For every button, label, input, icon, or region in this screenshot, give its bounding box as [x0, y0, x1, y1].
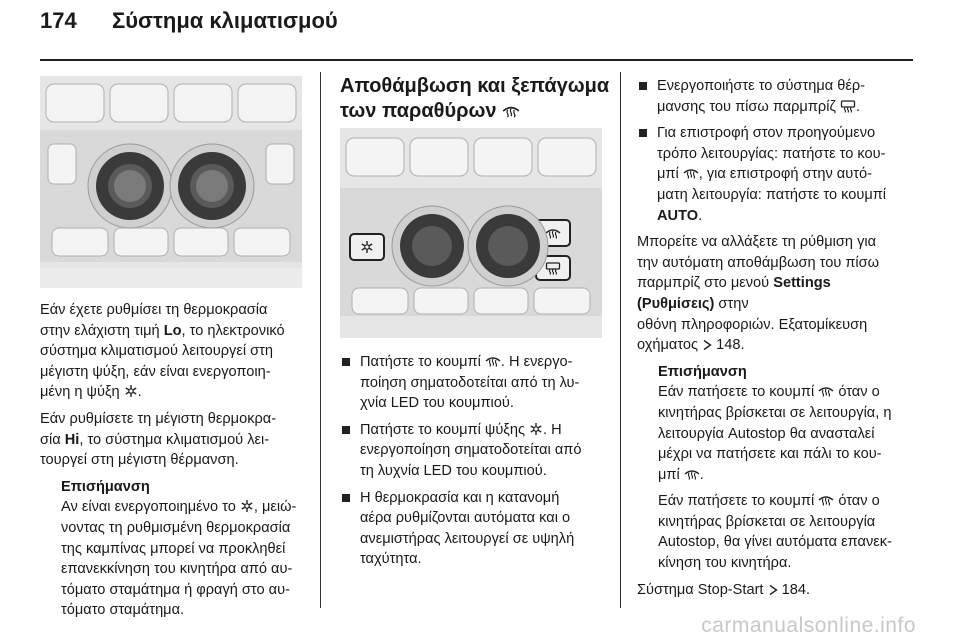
note-title: Επισήμανση	[61, 478, 150, 495]
windscreen-defrost-icon	[818, 384, 834, 398]
climate-panel-photo	[40, 76, 302, 288]
windscreen-defrost-icon	[818, 493, 834, 507]
reference-arrow-icon	[702, 339, 712, 351]
snowflake-icon	[529, 422, 543, 436]
page-title: Σύστημα κλιματισμού	[112, 8, 338, 33]
paragraph-settings: Μπορείτε να αλλάξετε τη ρύθμιση για την αυτόματη αποθάμβωση του πίσω παρμπρίζ στο μενού Settings (Ρυθμίσεις) στην οθόνη πληροφοριών. Εξατομίκευση οχήματος 148.	[637, 234, 880, 354]
windscreen-defrost-icon	[485, 354, 501, 368]
header-rule	[40, 59, 913, 61]
windscreen-defrost-icon	[683, 166, 699, 180]
list-item: Πατήστε το κουμπί ψύξης . Η ενεργοποίηση σηματοδοτείται από τη λυχνία LED του κουμπιού.	[340, 420, 612, 482]
left-column	[40, 300, 310, 627]
paragraph-stop-start: Σύστημα Stop-Start 184.	[637, 581, 811, 598]
right-column	[637, 76, 909, 606]
defrost-panel-photo	[340, 128, 602, 338]
column-divider-1	[320, 72, 321, 608]
windscreen-defrost-icon	[684, 467, 700, 481]
list-item: Πατήστε το κουμπί . Η ενεργο- ποίηση σηματοδοτείται από τη λυ- χνία LED του κουμπιού.	[340, 352, 612, 414]
page-number: 174	[40, 8, 77, 33]
note-left: Επισήμανση Αν είναι ενεργοποιημένο το , μειώ- νοντας τη ρυθμισμένη θερμοκρασία της καμπίνας μπορεί να προκληθεί επανεκκίνηση του κινητήρα από αυ- τόματο σταμάτημα ή φραγή στο αυ- τόματο σταμάτημα.	[40, 477, 310, 621]
section-heading: Αποθάμβωση και ξεπάγωμα των παραθύρων	[340, 75, 610, 122]
reference-arrow-icon	[768, 584, 778, 596]
snowflake-icon	[240, 499, 254, 513]
list-item: Για επιστροφή στον προηγούμενο τρόπο λειτουργίας: πατήστε το κου- μπί , για επιστροφή στην αυτό- ματη λειτουργία: πατήστε το κουμπί AUTO.	[637, 123, 909, 226]
note-title: Επισήμανση	[658, 363, 747, 380]
note-right: Επισήμανση Εάν πατήσετε το κουμπί όταν ο κινητήρας βρίσκεται σε λειτουργία, η λειτουργία Autostop θα ανασταλεί μέχρι να πατήσετε και πάλι το κου- μπί . Εάν πατήσετε το κουμπί όταν ο κινητήρας βρίσκεται σε λειτουργία Autostop, θα γίνει αυτόματα επανεκ- κίνηση του κινητήρα.	[637, 362, 909, 574]
watermark: carmanualsonline.info	[701, 614, 916, 637]
list-item: Η θερμοκρασία και η κατανομή αέρα ρυθμίζονται αυτόματα και ο ανεμιστήρας λειτουργεί σε υψηλή ταχύτητα.	[340, 488, 612, 570]
column-divider-2	[620, 72, 621, 608]
paragraph-min-temp: Εάν έχετε ρυθμίσει τη θερμοκρασία στην ελάχιστη τιμή Lo, το ηλεκτρονικό σύστημα κλιματισμού λειτουργεί στη μέγιστη ψύξη, εάν είναι ενεργοποιη- μένη η ψύξη .	[40, 302, 285, 401]
middle-column-heading	[340, 74, 610, 134]
rear-window-heat-icon	[840, 99, 856, 113]
snowflake-icon	[124, 384, 138, 398]
windscreen-defrost-icon	[502, 103, 520, 119]
middle-column-list	[340, 352, 612, 576]
paragraph-max-temp: Εάν ρυθμίσετε τη μέγιστη θερμοκρα- σία Hi, το σύστημα κλιματισμού λει- τουργεί στη μέγιστη θέρμανση.	[40, 410, 277, 469]
list-item: Ενεργοποιήστε το σύστημα θέρ- μανσης του πίσω παρμπρίζ .	[637, 76, 909, 117]
